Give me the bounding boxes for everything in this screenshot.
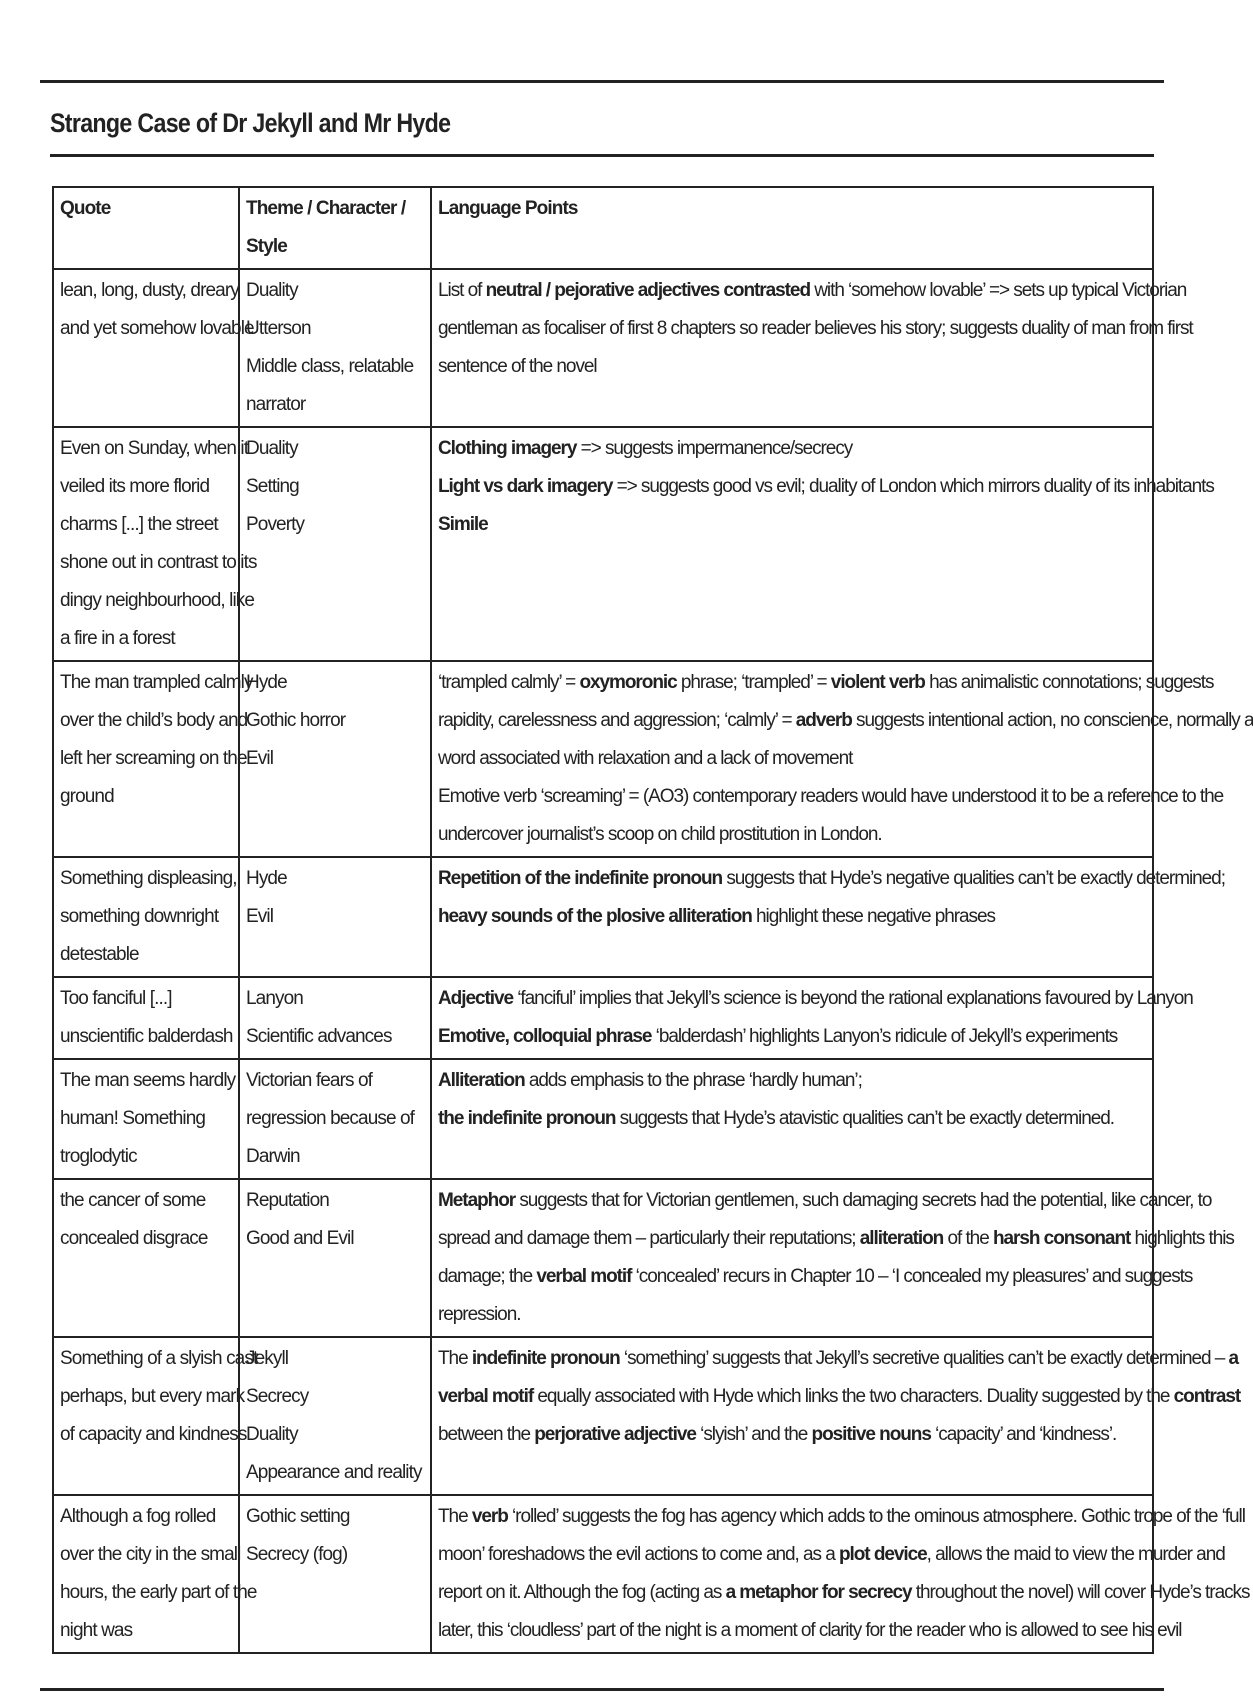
text-segment: ‘capacity’ and ‘kindness’. [930,1424,1117,1445]
quote-line: lean, long, dusty, dreary [60,280,239,301]
language-line [438,1296,1146,1334]
quote-line: over the child’s body and [60,710,248,731]
bold-term: a metaphor for secrecy [725,1582,912,1603]
bold-term: perjorative adjective [534,1424,696,1445]
top-rule [40,80,1164,83]
language-points-cell [431,1179,1234,1337]
language-line [438,898,1146,936]
theme-item: Hyde [246,868,287,889]
theme-cell [239,269,431,427]
quote-cell [53,1495,257,1653]
theme-item: Duality [246,438,298,459]
table-row [53,661,1153,857]
text-segment: ‘concealed’ recurs in Chapter 10 – ‘I concealed my pleasures’ and suggests [631,1266,1193,1287]
bold-term: indefinite pronoun [471,1348,620,1369]
language-line [438,506,1146,544]
quote-line: The man trampled calmly [60,672,253,693]
quote-line: and yet somehow lovable [60,318,254,339]
bold-term: heavy sounds of the plosive alliteration [438,906,752,927]
quote-cell [53,1337,258,1495]
quote-line: hours, the early part of the [60,1582,257,1603]
language-line [438,1498,1245,1536]
theme-item: Secrecy [246,1386,309,1407]
theme-cell [239,1337,431,1495]
language-line [438,310,1193,348]
theme-cell [239,977,431,1059]
theme-cell [239,1179,431,1337]
theme-item: Darwin [246,1146,300,1167]
theme-cell [239,1495,431,1653]
quote-line: perhaps, but every mark [60,1386,245,1407]
language-line [438,1100,1146,1138]
quote-line: Something of a slyish cast [60,1348,258,1369]
language-line [438,1574,1250,1612]
quote-line: The man seems hardly [60,1070,236,1091]
bottom-rule [40,1688,1164,1691]
language-line [438,860,1225,898]
text-segment: word associated with relaxation and a lack of movement [438,748,853,769]
table-row [53,1495,1153,1653]
text-segment: highlight these negative phrases [751,906,995,927]
quote-line: something downright [60,906,219,927]
text-segment: => suggests good vs evil; duality of London which mirrors duality of its inhabitants [612,476,1214,497]
quote-line: veiled its more florid [60,476,210,497]
bold-term: alliteration [859,1228,944,1249]
language-line [438,1220,1234,1258]
language-points-cell [431,269,1193,427]
theme-item: Setting [246,476,299,497]
quote-line: the cancer of some [60,1190,206,1211]
text-segment: throughout the novel) will cover Hyde’s tracks [911,1582,1250,1603]
table-row [53,427,1153,661]
theme-item: Gothic setting [246,1506,350,1527]
text-segment: spread and damage them – particularly their reputations; [438,1228,860,1249]
bold-term: Adjective [438,988,514,1009]
document-title: Strange Case of Dr Jekyll and Mr Hyde [50,108,451,138]
text-segment: damage; the [438,1266,537,1287]
text-segment: highlights this [1130,1228,1234,1249]
quote-line: troglodytic [60,1146,137,1167]
language-line [438,1018,1146,1056]
language-line [438,702,1253,740]
bold-term: verbal motif [438,1386,534,1407]
bold-term: plot device [838,1544,927,1565]
quote-cell [53,269,254,427]
quote-line: shone out in contrast to its [60,552,257,573]
bold-term: violent verb [830,672,925,693]
quotes-table [52,186,1253,1654]
theme-item: Gothic horror [246,710,346,731]
quote-line: left her screaming on the [60,748,247,769]
language-line [438,1258,1193,1296]
text-segment: ‘rolled’ suggests the fog has agency which adds to the ominous atmosphere. Gothic trope of the ‘full [507,1506,1245,1527]
quote-line: human! Something [60,1108,206,1129]
theme-item: Duality [246,280,298,301]
language-line [438,1340,1239,1378]
bold-term: oxymoronic [579,672,677,693]
quote-line: Although a fog rolled [60,1506,216,1527]
theme-cell [239,857,431,977]
text-segment: ‘something’ suggests that Jekyll’s secretive qualities can’t be exactly determined – [619,1348,1229,1369]
text-segment: has animalistic connotations; suggests [924,672,1214,693]
text-segment: phrase; ‘trampled’ = [676,672,831,693]
text-segment: List of [438,280,486,301]
quote-cell [53,1179,239,1337]
quote-line: unscientific balderdash [60,1026,233,1047]
quote-line: a fire in a forest [60,628,175,649]
bold-term: Emotive, colloquial phrase [438,1026,652,1047]
theme-item: Lanyon [246,988,303,1009]
bold-term: the indefinite pronoun [438,1108,616,1129]
bold-term: positive nouns [811,1424,931,1445]
text-segment: ‘balderdash’ highlights Lanyon’s ridicule of Jekyll’s experiments [651,1026,1118,1047]
quote-cell [53,857,239,977]
language-line [438,664,1214,702]
quote-cell [53,1059,239,1179]
bold-term: Clothing imagery [438,438,577,459]
text-segment: gentleman as focaliser of first 8 chapters so reader believes his story; suggests duality of man from first [438,318,1193,339]
quote-line: ground [60,786,114,807]
language-line [438,980,1193,1018]
bold-term: Repetition of the indefinite pronoun [438,868,723,889]
language-line [438,272,1187,310]
language-line [438,468,1214,506]
bold-term: Metaphor [438,1190,516,1211]
language-line [438,1612,1182,1650]
quote-cell [53,977,239,1059]
bold-term: Alliteration [438,1070,525,1091]
text-segment: The [438,1348,472,1369]
text-segment: => suggests impermanence/secrecy [576,438,853,459]
text-segment: ‘slyish’ and the [695,1424,812,1445]
theme-item: Victorian fears of [246,1070,373,1091]
text-segment: between the [438,1424,535,1445]
theme-item: Reputation [246,1190,329,1211]
text-segment: , allows the maid to view the murder and [926,1544,1225,1565]
text-segment: The [438,1506,472,1527]
table-row [53,1059,1153,1179]
text-segment: rapidity, carelessness and aggression; ‘calmly’ = [438,710,796,731]
theme-item: Secrecy (fog) [246,1544,348,1565]
text-segment: suggests that Hyde’s atavistic qualities can’t be exactly determined. [615,1108,1114,1129]
bold-term: adverb [795,710,852,731]
quote-line: Even on Sunday, when it [60,438,249,459]
language-line [438,1378,1241,1416]
theme-item: Jekyll [246,1348,289,1369]
theme-cell [239,661,431,857]
quote-line: over the city in the small [60,1544,241,1565]
text-segment: sentence of the novel [438,356,597,377]
bold-term: Simile [438,514,488,535]
table-row [53,269,1153,427]
theme-item: Poverty [246,514,305,535]
bold-term: Light vs dark imagery [438,476,613,497]
quote-line: dingy neighbourhood, like [60,590,255,611]
text-segment: of the [943,1228,993,1249]
table-row [53,857,1153,977]
language-points-cell [431,661,1253,857]
quote-cell [53,661,253,857]
bold-term: verb [471,1506,508,1527]
text-segment: ‘trampled calmly’ = [438,672,580,693]
language-line [438,1062,1146,1100]
bold-term: verbal motif [536,1266,632,1287]
theme-item: Good and Evil [246,1228,354,1249]
header-quote: Quote [53,187,239,269]
text-segment: later, this ‘cloudless’ part of the night is a moment of clarity for the reader who is allowed to see his evil [438,1620,1182,1641]
text-segment: adds emphasis to the phrase ‘hardly human’; [524,1070,862,1091]
quote-line: Something displeasing, [60,868,237,889]
text-segment: report on it. Although the fog (acting as [438,1582,726,1603]
title-underline [50,154,1154,157]
header-language-points: Language Points [431,187,1153,269]
text-segment: suggests intentional action, no conscience, normally a [851,710,1253,731]
theme-item: Hyde [246,672,287,693]
language-points-cell [431,1337,1241,1495]
theme-item: regression because of [246,1108,415,1129]
language-line [438,816,1146,854]
table-header-row [53,187,1153,269]
text-segment: repression. [438,1304,521,1325]
language-line [438,1536,1225,1574]
theme-item: Duality [246,1424,298,1445]
bold-term: neutral / pejorative adjectives contrasted [485,280,811,301]
theme-item: Middle class, relatable [246,356,414,377]
text-segment: suggests that for Victorian gentlemen, such damaging secrets had the potential, like cancer, to [515,1190,1212,1211]
bold-term: contrast [1173,1386,1241,1407]
language-points-cell [431,427,1214,661]
table-row [53,1179,1153,1337]
bold-term: harsh consonant [992,1228,1131,1249]
theme-cell [239,427,431,661]
header-theme: Theme / Character / Style [239,187,431,269]
theme-item: Scientific advances [246,1026,392,1047]
language-line [438,348,1146,386]
theme-item: Utterson [246,318,311,339]
text-segment: ‘fanciful’ implies that Jekyll’s science is beyond the rational explanations favoured by Lanyon [513,988,1193,1009]
bold-term: a [1228,1348,1239,1369]
text-segment: equally associated with Hyde which links the two characters. Duality suggested by the [533,1386,1174,1407]
quote-cell [53,427,257,661]
table-row [53,977,1153,1059]
language-line [438,740,1146,778]
theme-item: narrator [246,394,306,415]
language-points-cell [431,1059,1153,1179]
text-segment: Emotive verb ‘screaming’ = (AO3) contemporary readers would have understood it to be a reference to the [438,786,1224,807]
table-row [53,1337,1153,1495]
quote-line: of capacity and kindness [60,1424,247,1445]
quote-line: Too fanciful [...] [60,988,172,1009]
language-line [438,778,1224,816]
quote-line: charms [...] the street [60,514,218,535]
quote-line: concealed disgrace [60,1228,208,1249]
theme-cell [239,1059,431,1179]
text-segment: moon’ foreshadows the evil actions to come and, as a [438,1544,839,1565]
quote-line: detestable [60,944,139,965]
text-segment: with ‘somehow lovable’ => sets up typical Victorian [810,280,1187,301]
language-points-cell [431,977,1193,1059]
table-body [53,269,1253,1653]
language-points-cell [431,857,1225,977]
theme-item: Evil [246,748,274,769]
theme-item: Appearance and reality [246,1462,422,1483]
language-line [438,1416,1146,1454]
text-segment: suggests that Hyde’s negative qualities can’t be exactly determined; [722,868,1225,889]
text-segment: undercover journalist’s scoop on child prostitution in London. [438,824,882,845]
quote-line: night was [60,1620,133,1641]
theme-item: Evil [246,906,274,927]
language-line [438,1182,1212,1220]
language-line [438,430,1146,468]
language-points-cell [431,1495,1250,1653]
